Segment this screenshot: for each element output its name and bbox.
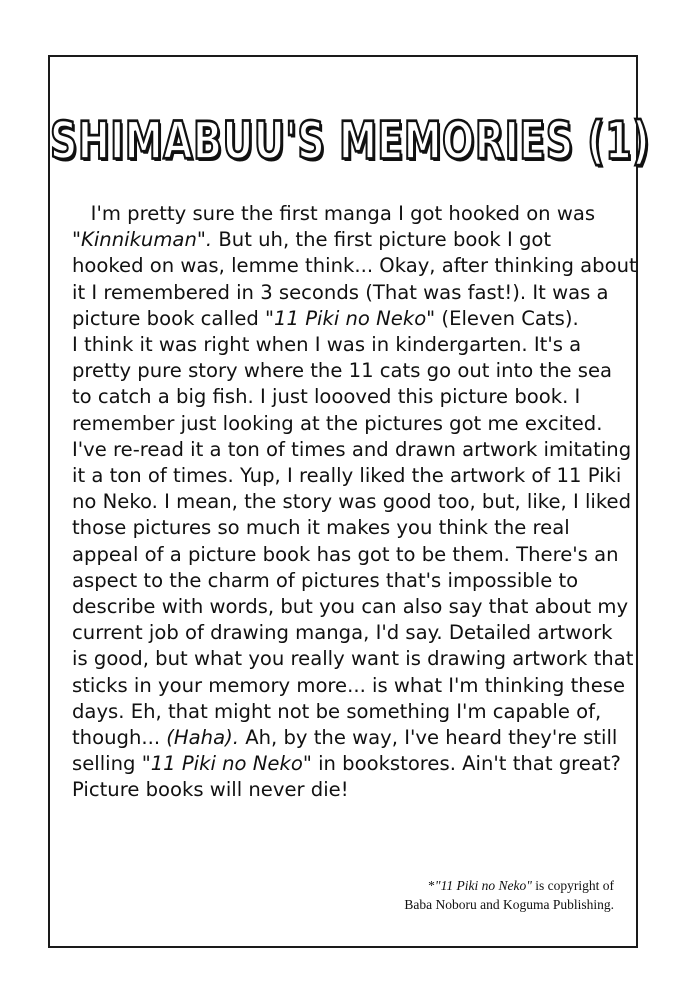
body-text-segment: no Neko. I mean, the story was good too, but, like, I liked xyxy=(72,490,632,514)
body-text-segment: sticks in your memory more... is what I'm thinking these xyxy=(72,673,626,697)
body-italic-segment: "Kinnikuman". xyxy=(72,228,213,252)
body-text-segment: Picture books will never die! xyxy=(72,778,349,802)
footnote-marker: * xyxy=(428,878,435,893)
page-frame xyxy=(48,55,650,948)
body-line xyxy=(72,333,581,356)
body-text-segment: But uh, the first picture book I got xyxy=(212,228,552,252)
body-text-segment: though... xyxy=(72,726,167,750)
body-line xyxy=(72,516,570,539)
body-text-segment: I think it was right when I was in kindergarten. It's a xyxy=(72,333,582,357)
copyright-footnote xyxy=(404,876,614,914)
body-line xyxy=(72,490,631,513)
body-line xyxy=(72,778,349,801)
body-line xyxy=(72,412,602,435)
body-italic-segment: (Haha). xyxy=(166,726,239,750)
body-line xyxy=(72,202,595,225)
body-line xyxy=(72,228,551,251)
body-text-segment: describe with words, but you can also say that about my xyxy=(72,595,629,619)
page-title: SHIMABUU'S MEMORIES (1) xyxy=(50,111,650,171)
body-text-segment: is good, but what you really want is drawing artwork that xyxy=(72,647,634,671)
body-text xyxy=(72,201,637,804)
body-text-segment: I've re-read it a ton of times and drawn artwork imitating xyxy=(72,437,632,461)
body-line xyxy=(72,359,612,382)
body-text-segment: remember just looking at the pictures got me excited. xyxy=(72,411,603,435)
body-text-segment: (Eleven Cats). xyxy=(435,306,579,330)
body-line xyxy=(72,464,621,487)
body-line xyxy=(72,647,633,670)
footnote-line-1 xyxy=(404,876,614,895)
body-line xyxy=(72,621,613,644)
footnote-line1-rest: is copyright of xyxy=(531,878,614,893)
body-line xyxy=(72,726,617,749)
body-text-segment: I'm pretty sure the first manga I got hooked on was xyxy=(72,202,596,225)
body-text-segment: in bookstores. Ain't that great? xyxy=(311,752,621,776)
body-line xyxy=(72,752,621,775)
body-line xyxy=(72,438,631,461)
body-line xyxy=(72,595,628,618)
body-text-segment: it a ton of times. Yup, I really liked the artwork of 11 Piki xyxy=(72,464,622,488)
body-line xyxy=(72,254,637,277)
body-line xyxy=(72,543,619,566)
body-line xyxy=(72,674,625,697)
body-text-segment: picture book called xyxy=(72,306,266,330)
body-italic-segment: "11 Piki no Neko" xyxy=(141,752,312,776)
body-text-segment: days. Eh, that might not be something I'm capable of, xyxy=(72,699,602,723)
body-line xyxy=(72,281,609,304)
body-text-segment: Ah, by the way, I've heard they're still xyxy=(238,726,618,750)
footnote-line-2: Baba Noboru and Koguma Publishing. xyxy=(404,897,614,912)
body-line xyxy=(72,385,580,408)
body-text-segment: selling xyxy=(72,752,142,776)
body-text-segment: current job of drawing manga, I'd say. Detailed artwork xyxy=(72,621,613,645)
body-text-segment: pretty pure story where the 11 cats go out into the sea xyxy=(72,359,613,383)
body-text-segment: appeal of a picture book has got to be them. There's an xyxy=(72,542,619,566)
body-line xyxy=(72,700,601,723)
body-line xyxy=(72,569,578,592)
body-italic-segment: "11 Piki no Neko" xyxy=(265,306,436,330)
body-text-segment: aspect to the charm of pictures that's impossible to xyxy=(72,568,579,592)
body-text-segment: those pictures so much it makes you think the real xyxy=(72,516,570,540)
footnote-title: "11 Piki no Neko" xyxy=(434,878,532,893)
body-text-segment: to catch a big fish. I just loooved this picture book. I xyxy=(72,385,581,409)
body-text-segment: hooked on was, lemme think... Okay, after thinking about xyxy=(72,254,637,278)
body-line xyxy=(72,307,579,330)
body-text-segment: it I remembered in 3 seconds (That was fast!). It was a xyxy=(72,280,609,304)
